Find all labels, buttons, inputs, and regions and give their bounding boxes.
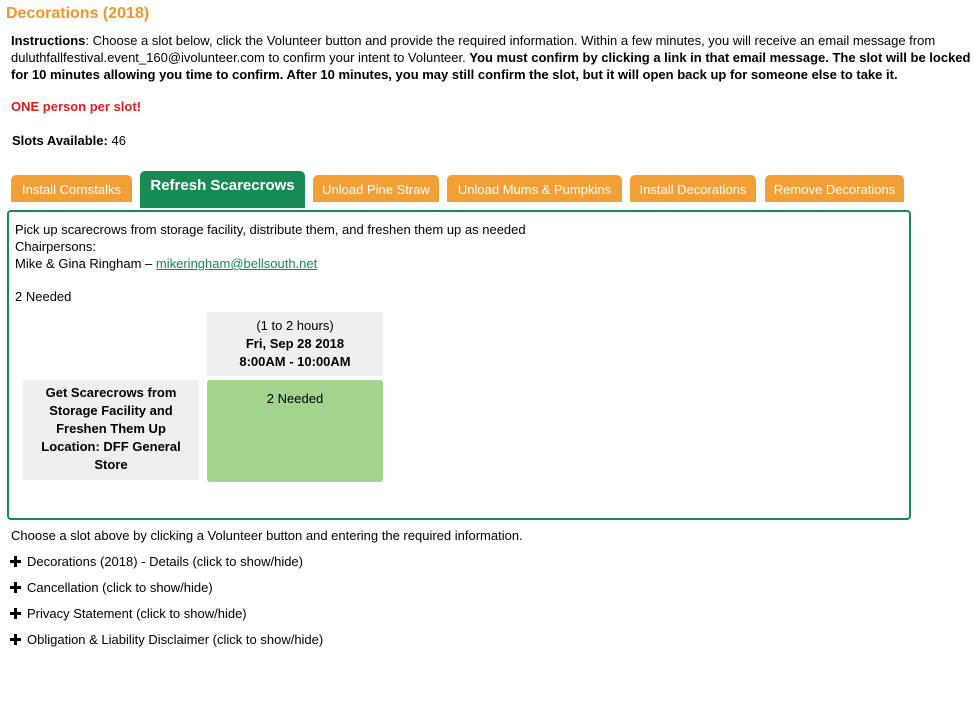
slots-available: [12, 133, 126, 148]
instructions-label: Instructions: [11, 33, 86, 48]
instructions-text: : Choose a slot below, click the Volunteer button and provide the required information. Within a few minutes, you will receive an email message from: [85, 33, 936, 48]
instructions-lock-text: for 10 minutes allowing you time to confirm. After 10 minutes, you may still confirm the slot, but it will open back up for someone else to take it.: [11, 67, 898, 82]
chairpersons-line: [15, 255, 526, 272]
page-title: Decorations (2018): [6, 5, 150, 22]
slot-row-header: [23, 380, 199, 480]
toggle-label: Privacy Statement (click to show/hide): [27, 606, 247, 621]
toggle-label: Obligation & Liability Disclaimer (click to show/hide): [27, 632, 324, 647]
plus-icon: [10, 556, 21, 567]
toggle-privacy[interactable]: [10, 606, 247, 621]
slot-cell[interactable]: [207, 380, 383, 482]
chairperson-email-link[interactable]: mikeringham@bellsouth.net: [155, 256, 318, 271]
row-header-line: Freshen Them Up: [56, 421, 166, 436]
instructions-line-1: [11, 32, 978, 49]
tab-panel: [7, 210, 911, 520]
task-description: Pick up scarecrows from storage facility, distribute them, and freshen them up as needed: [15, 222, 526, 237]
tab-unload-mums-pumpkins[interactable]: Unload Mums & Pumpkins: [447, 175, 622, 202]
slot-needed: 2 Needed: [266, 391, 324, 406]
row-header-line: Get Scarecrows from: [45, 385, 177, 400]
slot-column-header: [207, 312, 383, 376]
toggle-label: Cancellation (click to show/hide): [27, 580, 213, 595]
toggle-disclaimer[interactable]: [10, 632, 323, 647]
plus-icon: [10, 634, 21, 645]
instructions-confirm-text: You must confirm by clicking a link in that email message. The slot will be locked: [469, 50, 971, 65]
row-header-line: Location: DFF General: [41, 439, 181, 454]
instructions-line-3: [11, 66, 978, 83]
one-person-notice: ONE person per slot!: [11, 99, 142, 114]
choose-slot-text: Choose a slot above by clicking a Volunteer button and entering the required information.: [11, 528, 523, 543]
tab-install-cornstalks[interactable]: Install Cornstalks: [11, 175, 132, 202]
slot-time: 8:00AM - 10:00AM: [239, 354, 351, 369]
tab-refresh-scarecrows[interactable]: Refresh Scarecrows: [140, 171, 305, 208]
row-header-line: Store: [94, 457, 128, 472]
instructions-line-2: [11, 49, 978, 66]
plus-icon: [10, 582, 21, 593]
instructions: [11, 32, 978, 83]
row-header-line: Storage Facility and: [49, 403, 173, 418]
tab-unload-pine-straw[interactable]: Unload Pine Straw: [313, 175, 439, 202]
chairpersons-names: Mike & Gina Ringham –: [15, 256, 156, 271]
slots-available-label: Slots Available:: [12, 133, 108, 148]
needed-total: 2 Needed: [15, 289, 72, 304]
chairpersons-label: Chairpersons:: [15, 239, 96, 254]
toggle-label: Decorations (2018) - Details (click to show/hide): [27, 554, 303, 569]
instructions-email-text: duluthfallfestival.event_160@ivolunteer.com to confirm your intent to Volunteer.: [11, 50, 470, 65]
slot-duration: (1 to 2 hours): [256, 318, 334, 333]
slots-available-count: 46: [111, 133, 126, 148]
plus-icon: [10, 608, 21, 619]
tab-remove-decorations[interactable]: Remove Decorations: [765, 175, 904, 202]
toggle-cancellation[interactable]: [10, 580, 213, 595]
slot-date: Fri, Sep 28 2018: [245, 336, 345, 351]
toggle-details[interactable]: [10, 554, 303, 569]
tab-install-decorations[interactable]: Install Decorations: [630, 175, 756, 202]
panel-info: [15, 221, 526, 272]
